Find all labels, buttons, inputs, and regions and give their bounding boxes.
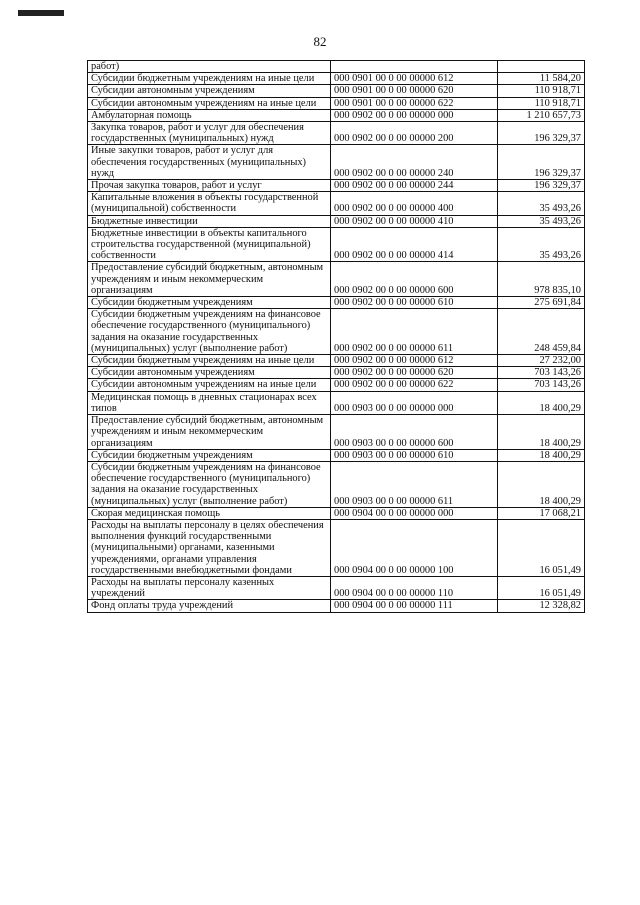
top-rule-mark (18, 10, 64, 16)
row-name-cell: Субсидии бюджетным учреждениям на иные цели (88, 355, 331, 367)
row-name-cell: Расходы на выплаты персоналу казенных учреждений (88, 576, 331, 599)
row-code-cell: 000 0902 00 0 00 00000 400 (331, 192, 498, 215)
row-amount-cell: 16 051,49 (498, 519, 585, 576)
row-code-cell: 000 0902 00 0 00 00000 600 (331, 262, 498, 297)
row-amount-cell: 275 691,84 (498, 297, 585, 309)
row-code-cell: 000 0904 00 0 00 00000 000 (331, 507, 498, 519)
table-row (88, 97, 585, 109)
row-amount-cell: 11 584,20 (498, 73, 585, 85)
table-row (88, 355, 585, 367)
table-row (88, 415, 585, 450)
row-name-cell: Предоставление субсидий бюджетным, автономным учреждениям и иным некоммерческим организациям (88, 415, 331, 450)
row-amount-cell: 18 400,29 (498, 391, 585, 414)
row-amount-cell (498, 61, 585, 73)
table-row (88, 180, 585, 192)
row-name-cell: Бюджетные инвестиции в объекты капитального строительства государственной (муниципальной) собственности (88, 227, 331, 262)
row-code-cell: 000 0902 00 0 00 00000 610 (331, 297, 498, 309)
row-code-cell: 000 0903 00 0 00 00000 000 (331, 391, 498, 414)
row-code-cell: 000 0901 00 0 00 00000 612 (331, 73, 498, 85)
table-row (88, 461, 585, 507)
row-code-cell: 000 0902 00 0 00 00000 620 (331, 367, 498, 379)
row-amount-cell: 12 328,82 (498, 600, 585, 612)
table-row (88, 122, 585, 145)
row-amount-cell: 35 493,26 (498, 215, 585, 227)
table-row (88, 519, 585, 576)
row-name-cell: Субсидии бюджетным учреждениям (88, 297, 331, 309)
budget-table-body (88, 61, 585, 613)
row-amount-cell: 196 329,37 (498, 180, 585, 192)
row-amount-cell: 248 459,84 (498, 309, 585, 355)
row-name-cell: Бюджетные инвестиции (88, 215, 331, 227)
row-name-cell: Субсидии автономным учреждениям (88, 85, 331, 97)
row-name-cell: Предоставление субсидий бюджетным, автономным учреждениям и иным некоммерческим организациям (88, 262, 331, 297)
table-row (88, 297, 585, 309)
row-name-cell: Субсидии автономным учреждениям (88, 367, 331, 379)
row-amount-cell: 703 143,26 (498, 367, 585, 379)
row-code-cell: 000 0902 00 0 00 00000 612 (331, 355, 498, 367)
row-code-cell: 000 0902 00 0 00 00000 200 (331, 122, 498, 145)
table-row (88, 309, 585, 355)
table-row (88, 367, 585, 379)
row-code-cell: 000 0901 00 0 00 00000 622 (331, 97, 498, 109)
row-code-cell: 000 0902 00 0 00 00000 000 (331, 109, 498, 121)
row-code-cell: 000 0903 00 0 00 00000 600 (331, 415, 498, 450)
row-name-cell: Субсидии бюджетным учреждениям (88, 449, 331, 461)
table-row (88, 215, 585, 227)
table-row (88, 379, 585, 391)
row-code-cell: 000 0901 00 0 00 00000 620 (331, 85, 498, 97)
row-name-cell: Фонд оплаты труда учреждений (88, 600, 331, 612)
row-code-cell: 000 0903 00 0 00 00000 610 (331, 449, 498, 461)
row-amount-cell: 703 143,26 (498, 379, 585, 391)
row-amount-cell: 27 232,00 (498, 355, 585, 367)
row-code-cell: 000 0903 00 0 00 00000 611 (331, 461, 498, 507)
table-row (88, 73, 585, 85)
row-amount-cell: 978 835,10 (498, 262, 585, 297)
table-row (88, 507, 585, 519)
table-row (88, 262, 585, 297)
row-name-cell: Медицинская помощь в дневных стационарах всех типов (88, 391, 331, 414)
table-row (88, 61, 585, 73)
row-code-cell: 000 0902 00 0 00 00000 240 (331, 145, 498, 180)
table-row (88, 600, 585, 612)
row-amount-cell: 1 210 657,73 (498, 109, 585, 121)
table-row (88, 109, 585, 121)
row-code-cell: 000 0904 00 0 00 00000 110 (331, 576, 498, 599)
row-amount-cell: 17 068,21 (498, 507, 585, 519)
table-row (88, 576, 585, 599)
row-code-cell: 000 0902 00 0 00 00000 410 (331, 215, 498, 227)
row-code-cell: 000 0904 00 0 00 00000 111 (331, 600, 498, 612)
row-name-cell: Прочая закупка товаров, работ и услуг (88, 180, 331, 192)
row-amount-cell: 110 918,71 (498, 85, 585, 97)
row-code-cell: 000 0902 00 0 00 00000 414 (331, 227, 498, 262)
table-row (88, 145, 585, 180)
row-name-cell: Субсидии бюджетным учреждениям на финансовое обеспечение государственного (муниципального) задания на оказание государственных (муниципальных) услуг (выполнение работ) (88, 309, 331, 355)
table-row (88, 391, 585, 414)
row-name-cell: Субсидии бюджетным учреждениям на финансовое обеспечение государственного (муниципального) задания на оказание государственных (муниципальных) услуг (выполнение работ) (88, 461, 331, 507)
row-amount-cell: 18 400,29 (498, 449, 585, 461)
row-name-cell: Капитальные вложения в объекты государственной (муниципальной) собственности (88, 192, 331, 215)
row-name-cell: Закупка товаров, работ и услуг для обеспечения государственных (муниципальных) нужд (88, 122, 331, 145)
table-row (88, 192, 585, 215)
row-name-cell: Субсидии автономным учреждениям на иные цели (88, 97, 331, 109)
table-row (88, 227, 585, 262)
row-amount-cell: 110 918,71 (498, 97, 585, 109)
budget-table (87, 60, 585, 613)
row-code-cell (331, 61, 498, 73)
row-amount-cell: 18 400,29 (498, 461, 585, 507)
row-name-cell: Скорая медицинская помощь (88, 507, 331, 519)
row-name-cell: Субсидии бюджетным учреждениям на иные цели (88, 73, 331, 85)
row-name-cell: Иные закупки товаров, работ и услуг для обеспечения государственных (муниципальных) нужд (88, 145, 331, 180)
row-amount-cell: 196 329,37 (498, 145, 585, 180)
page-number: 82 (313, 34, 327, 49)
row-name-cell: Субсидии автономным учреждениям на иные цели (88, 379, 331, 391)
row-amount-cell: 18 400,29 (498, 415, 585, 450)
row-code-cell: 000 0904 00 0 00 00000 100 (331, 519, 498, 576)
table-row (88, 85, 585, 97)
row-amount-cell: 196 329,37 (498, 122, 585, 145)
row-amount-cell: 35 493,26 (498, 227, 585, 262)
row-amount-cell: 35 493,26 (498, 192, 585, 215)
row-name-cell: Расходы на выплаты персоналу в целях обеспечения выполнения функций государственными (муниципальными) органами, казенными учреждениями, органами управления государственными внебюджетными фондами (88, 519, 331, 576)
row-code-cell: 000 0902 00 0 00 00000 622 (331, 379, 498, 391)
table-row (88, 449, 585, 461)
row-code-cell: 000 0902 00 0 00 00000 611 (331, 309, 498, 355)
row-code-cell: 000 0902 00 0 00 00000 244 (331, 180, 498, 192)
row-amount-cell: 16 051,49 (498, 576, 585, 599)
row-name-cell: Амбулаторная помощь (88, 109, 331, 121)
row-name-cell: работ) (88, 61, 331, 73)
